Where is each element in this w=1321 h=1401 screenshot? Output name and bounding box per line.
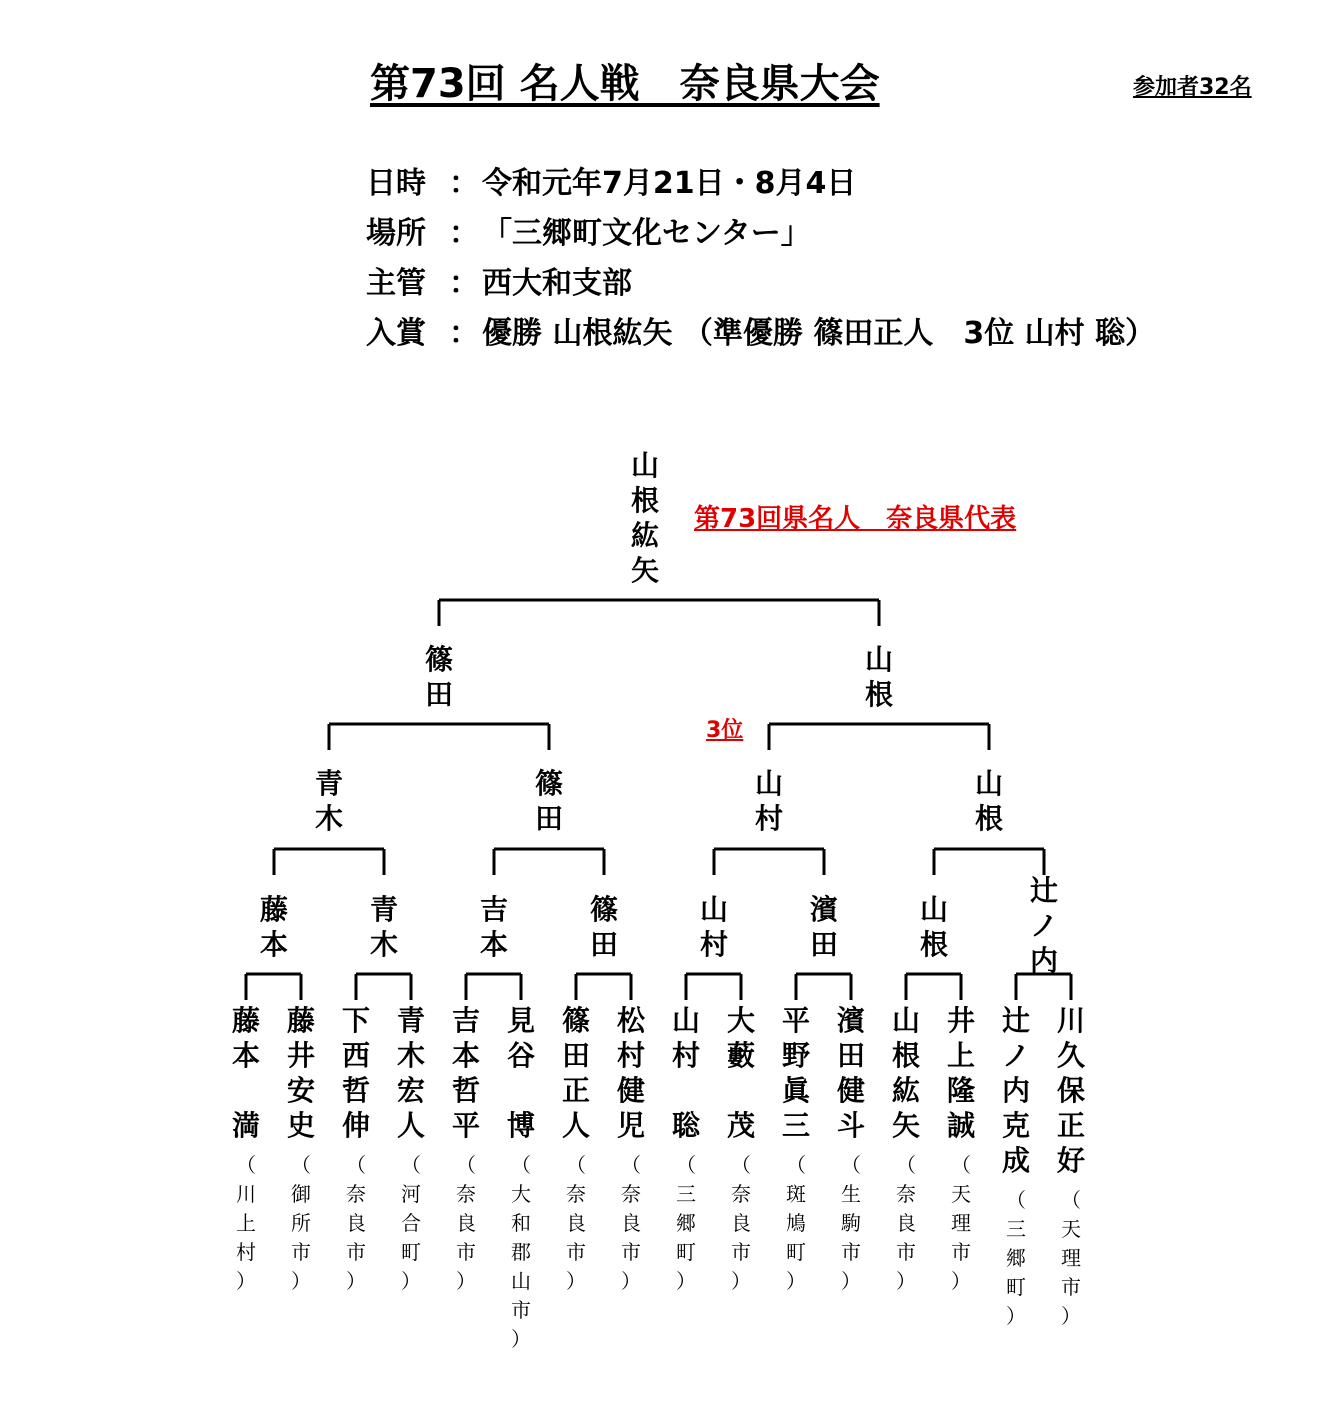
third-place-label: 3位 — [706, 718, 744, 743]
info-label: 日時 — [366, 166, 426, 201]
player-name: 平 野 眞 三 — [781, 1004, 810, 1142]
info-value: 令和元年7月21日・8月4日 — [482, 166, 857, 201]
quarterfinalist-name: 青 木 — [369, 893, 398, 961]
player-city: （ 斑 鳩 町 ） — [786, 1153, 806, 1293]
player-name: 山 根 紘 矢 — [891, 1004, 920, 1142]
info-separator: ： — [449, 316, 479, 351]
quarterfinalist-name: 辻 ノ 内 — [1029, 874, 1058, 977]
player-city: （ 奈 良 市 ） — [566, 1153, 586, 1293]
participant-count: 参加者32名 — [1133, 75, 1252, 100]
player-city: （ 奈 良 市 ） — [456, 1153, 476, 1293]
player-name: 吉 本 哲 平 — [451, 1004, 480, 1142]
player-city: （ 御 所 市 ） — [291, 1153, 311, 1293]
player-name: 下 西 哲 伸 — [341, 1004, 370, 1142]
info-value: 西大和支部 — [482, 266, 632, 301]
semifinalist-name: 青 木 — [314, 767, 343, 835]
semifinalist-name: 山 根 — [974, 767, 1003, 835]
info-label: 場所 — [366, 216, 426, 251]
player-city: （ 川 上 村 ） — [236, 1153, 256, 1293]
player-city: （ 三 郷 町 ） — [676, 1153, 696, 1293]
player-city: （ 大 和 郡 山 市 ） — [511, 1153, 531, 1351]
player-name: 大 藪 茂 — [726, 1004, 755, 1142]
player-name: 藤 本 満 — [231, 1004, 260, 1142]
finalist-name: 山 根 — [864, 643, 893, 711]
info-value: 優勝 山根紘矢 （準優勝 篠田正人 3位 山村 聡） — [482, 316, 1156, 351]
player-name: 井 上 隆 誠 — [946, 1004, 975, 1142]
player-name: 山 村 聡 — [671, 1004, 700, 1142]
player-city: （ 奈 良 市 ） — [346, 1153, 366, 1293]
player-name: 濱 田 健 斗 — [836, 1004, 865, 1142]
player-city: （ 奈 良 市 ） — [621, 1153, 641, 1293]
info-separator: ： — [449, 266, 479, 301]
champion-name: 山 根 紘 矢 — [630, 449, 659, 587]
quarterfinalist-name: 山 根 — [919, 893, 948, 961]
player-name: 川 久 保 正 好 — [1056, 1004, 1085, 1177]
player-city: （ 生 駒 市 ） — [841, 1153, 861, 1293]
player-name: 辻 ノ 内 克 成 — [1001, 1004, 1030, 1177]
semifinalist-name: 篠 田 — [534, 767, 563, 835]
info-separator: ： — [449, 216, 479, 251]
quarterfinalist-name: 吉 本 — [479, 893, 508, 961]
player-name: 藤 井 安 史 — [286, 1004, 315, 1142]
quarterfinalist-name: 濱 田 — [809, 893, 838, 961]
champion-note: 第73回県名人 奈良県代表 — [694, 504, 1017, 534]
player-city: （ 三 郷 町 ） — [1006, 1188, 1026, 1328]
player-city: （ 奈 良 市 ） — [896, 1153, 916, 1293]
semifinalist-name: 山 村 — [754, 767, 783, 835]
finalist-name: 篠 田 — [424, 643, 453, 711]
page-title: 第73回 名人戦 奈良県大会 — [370, 61, 880, 107]
quarterfinalist-name: 山 村 — [699, 893, 728, 961]
info-separator: ： — [449, 166, 479, 201]
quarterfinalist-name: 藤 本 — [259, 893, 288, 961]
player-city: （ 天 理 市 ） — [951, 1153, 971, 1293]
player-name: 青 木 宏 人 — [396, 1004, 425, 1142]
player-city: （ 河 合 町 ） — [401, 1153, 421, 1293]
player-name: 篠 田 正 人 — [561, 1004, 590, 1142]
info-label: 入賞 — [366, 316, 426, 351]
player-city: （ 奈 良 市 ） — [731, 1153, 751, 1293]
info-label: 主管 — [366, 266, 426, 301]
info-value: 「三郷町文化センター」 — [482, 216, 811, 251]
player-name: 見 谷 博 — [506, 1004, 535, 1142]
quarterfinalist-name: 篠 田 — [589, 893, 618, 961]
player-city: （ 天 理 市 ） — [1061, 1188, 1081, 1328]
player-name: 松 村 健 児 — [616, 1004, 645, 1142]
